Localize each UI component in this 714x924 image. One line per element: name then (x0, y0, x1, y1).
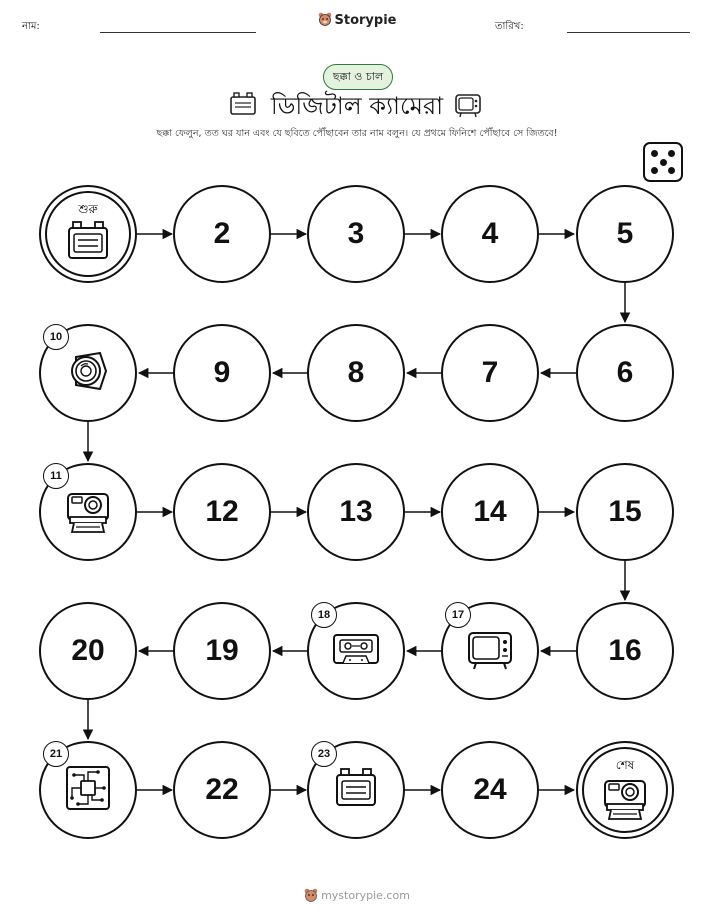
cell-number: 6 (616, 356, 634, 389)
brand-name: Storypie (334, 13, 397, 28)
cell-number: 7 (481, 356, 499, 389)
cell-number: 14 (473, 495, 507, 528)
board-cell-18 (307, 602, 405, 700)
board-cell-5 (576, 185, 674, 283)
board-cell-10 (39, 324, 137, 422)
instructions: ছক্কা ফেলুন, তত ঘর যান এবং যে ছবিতে পৌঁছাবেন তার নাম বলুন। যে প্রথমে ফিনিশে পৌঁছাবে সে জিতবে! (156, 128, 558, 139)
cell-number-badge: 18 (311, 602, 337, 628)
instant-camera-icon (599, 771, 651, 827)
board-cell-14 (441, 463, 539, 561)
footer-site: mystorypie.com (321, 889, 410, 902)
board-cell-3 (307, 185, 405, 283)
board-cell-8 (307, 324, 405, 422)
board-cell-7 (441, 324, 539, 422)
board-cell-20 (39, 602, 137, 700)
battery-icon (62, 215, 114, 271)
board-cell-24 (441, 741, 539, 839)
cell-number-badge: 17 (445, 602, 471, 628)
board-cell-21 (39, 741, 137, 839)
finish-cell (576, 741, 674, 839)
board-cell-6 (576, 324, 674, 422)
cell-number: 3 (347, 217, 365, 250)
retro-tv-icon (464, 623, 516, 679)
cell-number: 12 (205, 495, 239, 528)
cell-number-badge: 21 (43, 741, 69, 767)
board-cell-4 (441, 185, 539, 283)
cell-number: 15 (608, 495, 642, 528)
board-cell-17 (441, 602, 539, 700)
board-cell-23 (307, 741, 405, 839)
board-cell-12 (173, 463, 271, 561)
instant-camera-icon (62, 484, 114, 540)
board-cell-11 (39, 463, 137, 561)
footer (0, 888, 714, 905)
cell-number: 2 (213, 217, 231, 250)
camera-lens-icon (62, 345, 114, 401)
board-cell-22 (173, 741, 271, 839)
finish-label: শেষ (615, 758, 635, 772)
bear-icon (304, 888, 318, 905)
battery-icon (330, 762, 382, 818)
cell-number: 16 (608, 634, 642, 667)
cell-number-badge: 11 (43, 463, 69, 489)
cell-number: 13 (339, 495, 373, 528)
cell-number-badge: 10 (43, 324, 69, 350)
cell-number: 19 (205, 634, 239, 667)
circuit-chip-icon (62, 762, 114, 818)
board-cell-13 (307, 463, 405, 561)
board-cell-16 (576, 602, 674, 700)
board-cell-2 (173, 185, 271, 283)
board-cell-19 (173, 602, 271, 700)
cell-number: 4 (481, 217, 499, 250)
cell-number: 22 (205, 773, 239, 806)
cell-number: 8 (347, 356, 365, 389)
board-cell-15 (576, 463, 674, 561)
page-title: ডিজিটাল ক্যামেরা (270, 92, 444, 120)
start-label: শুরু (78, 202, 98, 216)
game-type-tag: ছক্কা ও চাল (323, 64, 393, 90)
cell-number: 24 (473, 773, 507, 806)
cassette-icon (330, 623, 382, 679)
date-label: তারিখ: (495, 21, 524, 32)
start-cell (39, 185, 137, 283)
board-cell-9 (173, 324, 271, 422)
cell-number: 5 (616, 217, 634, 250)
name-label: নাম: (22, 21, 40, 32)
cell-number-badge: 23 (311, 741, 337, 767)
cell-number: 9 (213, 356, 231, 389)
cell-number: 20 (71, 634, 105, 667)
